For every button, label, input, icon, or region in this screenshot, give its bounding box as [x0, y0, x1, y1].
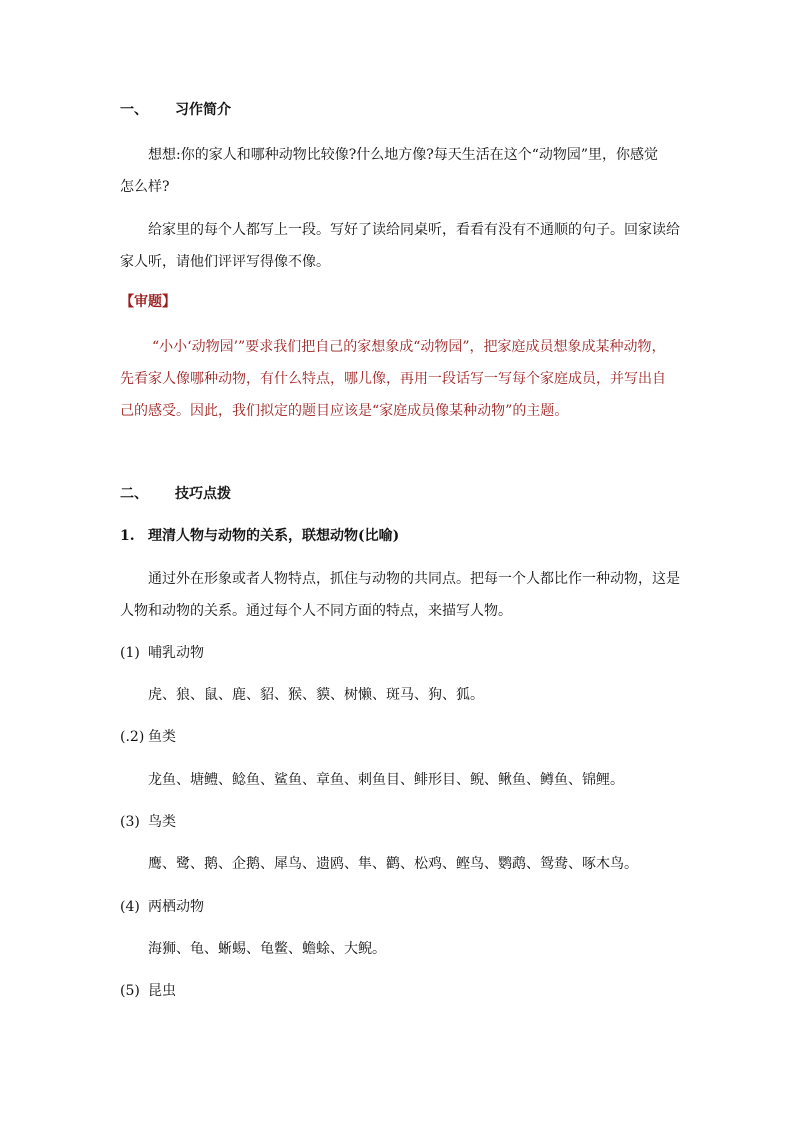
category-number: (5)	[120, 983, 140, 999]
tips-para1-line1: 通过外在形象或者人物特点，抓住与动物的共同点。把每一个人都比作一种动物，这是	[148, 571, 680, 587]
category-fish-items: 龙鱼、塘鳢、鲶鱼、鲨鱼、章鱼、刺鱼目、鲱形目、鲵、鳅鱼、鳟鱼、锦鲤。	[148, 772, 624, 788]
category-birds-items: 鹰、鹭、鹅、企鹅、犀鸟、遗鸥、隼、鹳、松鸡、鲣鸟、鹦鹉、鸳鸯、啄木鸟。	[148, 856, 638, 872]
category-name: 鱼类	[148, 729, 176, 745]
section2-heading	[120, 484, 231, 504]
category-amphibians-items: 海狮、龟、蜥蜴、龟鳖、蟾蜍、大鲵。	[148, 941, 386, 957]
category-number: (.2)	[120, 729, 145, 745]
review-heading: 【审题】	[120, 294, 176, 310]
section2-title: 技巧点拨	[175, 486, 231, 502]
category-mammals-items: 虎、狼、鼠、鹿、貂、猴、貘、树懒、斑马、狗、狐。	[148, 687, 484, 703]
intro-para1-line1: 想想:你的家人和哪种动物比较像?什么地方像?每天生活在这个“动物园”里，你感觉	[148, 147, 659, 163]
category-birds-heading	[120, 812, 176, 832]
intro-para2-line2: 家人听，请他们评评写得像不像。	[120, 254, 330, 270]
section1-heading	[120, 100, 231, 120]
category-name: 昆虫	[148, 983, 176, 999]
category-number: (1)	[120, 645, 140, 661]
category-name: 鸟类	[148, 814, 176, 830]
section1-title: 习作简介	[175, 102, 231, 118]
category-insects-heading	[120, 981, 176, 1001]
category-name: 哺乳动物	[148, 645, 204, 661]
review-line2: 先看家人像哪种动物，有什么特点，哪儿像，再用一段话写一写每个家庭成员，并写出自	[120, 371, 666, 387]
category-number: (3)	[120, 814, 140, 830]
section1-number: 一、	[120, 102, 148, 118]
category-mammals-heading	[120, 643, 204, 663]
sub1-number: 1.	[120, 528, 135, 544]
category-fish-heading	[120, 727, 176, 747]
category-amphibians-heading	[120, 897, 204, 917]
review-line1: “小小‘动物园’”要求我们把自己的家想象成“动物园”，把家庭成员想象成某种动物，	[152, 339, 666, 355]
sub1-title: 理清人物与动物的关系，联想动物(比喻)	[148, 528, 400, 544]
sub1-heading	[120, 526, 399, 546]
category-name: 两栖动物	[148, 899, 204, 915]
section2-number: 二、	[120, 486, 148, 502]
intro-para2-line1: 给家里的每个人都写上一段。写好了读给同桌听，看看有没有不通顺的句子。回家读给	[148, 222, 680, 238]
intro-para1-line2: 怎么样?	[120, 179, 170, 195]
tips-para1-line2: 人物和动物的关系。通过每个人不同方面的特点，来描写人物。	[120, 603, 512, 619]
review-line3: 己的感受。因此，我们拟定的题目应该是“家庭成员像某种动物”的主题。	[120, 403, 569, 419]
category-number: (4)	[120, 899, 140, 915]
